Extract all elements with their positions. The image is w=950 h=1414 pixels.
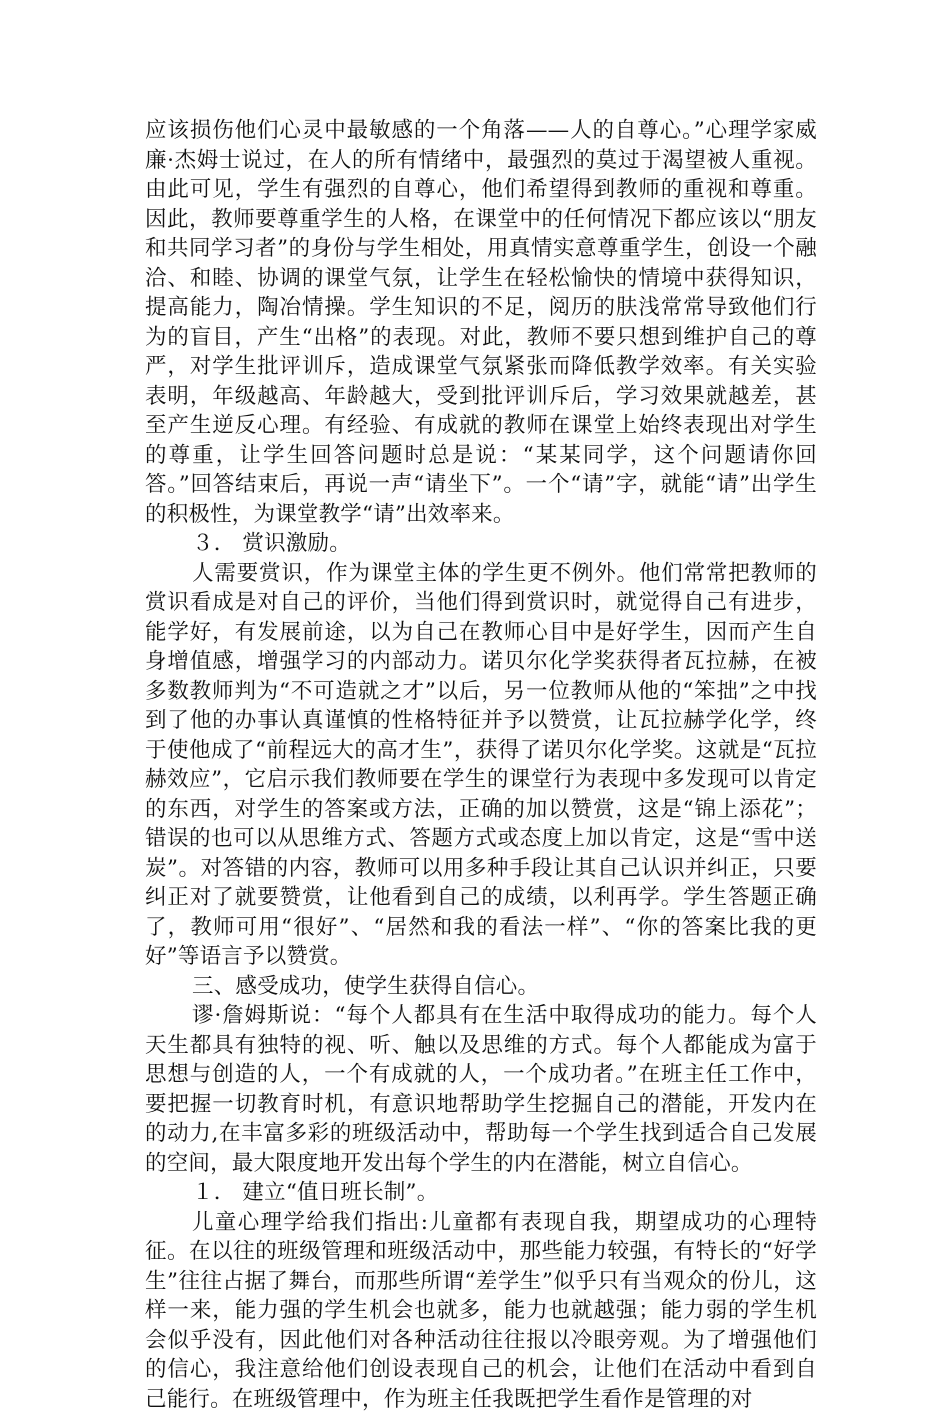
- heading-appreciation-incentive: ３． 赏识激励。: [145, 529, 817, 559]
- heading-duty-monitor: １． 建立“值日班长制”。: [145, 1178, 817, 1208]
- section-heading-success: 三、感受成功，使学生获得自信心。: [145, 972, 817, 1002]
- paragraph-appreciation: 人需要赏识，作为课堂主体的学生更不例外。他们常常把教师的赏识看成是对自己的评价，当他们得到赏识时，就觉得自己有进步，能学好，有发展前途，以为自己在教师心目中是好学生，因而产生自身增值感，增强学习的内部动力。诺贝尔化学奖获得者瓦拉赫，在被多数教师判为“不可造就之才”以后，另一位教师从他的“笨拙”之中找到了他的办事认真谨慎的性格特征并予以赞赏，让瓦拉赫学化学，终于使他成了“前程远大的高才生”，获得了诺贝尔化学奖。这就是“瓦拉赫效应”，它启示我们教师要在学生的课堂行为表现中多发现可以肯定的东西，对学生的答案或方法，正确的加以赞赏，这是“锦上添花”；错误的也可以从思维方式、答题方式或态度上加以肯定，这是“雪中送炭”。对答错的内容，教师可以用多种手段让其自己认识并纠正，只要纠正对了就要赞赏，让他看到自己的成绩，以利再学。学生答题正确了，教师可用“很好”、“居然和我的看法一样”、“你的答案比我的更好”等语言予以赞赏。: [145, 559, 817, 972]
- paragraph-james-quote: 谬·詹姆斯说：“每个人都具有在生活中取得成功的能力。每个人天生都具有独特的视、听、触以及思维的方式。每个人都能成为富于思想与创造的人，一个有成就的人，一个成功者。”在班主任工作中，要把握一切教育时机，有意识地帮助学生挖掘自己的潜能，开发内在的动力,在丰富多彩的班级活动中，帮助每一个学生找到适合自己发展的空间，最大限度地开发出每个学生的内在潜能，树立自信心。: [145, 1001, 817, 1178]
- document-body: [145, 116, 817, 1414]
- paragraph-child-psychology: 儿童心理学给我们指出:儿童都有表现自我，期望成功的心理特征。在以往的班级管理和班级活动中，那些能力较强，有特长的“好学生”往往占据了舞台，而那些所谓“差学生”似乎只有当观众的份儿，这样一来，能力强的学生机会也就多，能力也就越强；能力弱的学生机会似乎没有，因此他们对各种活动往往报以冷眼旁观。为了增强他们的信心，我注意给他们创设表现自己的机会，让他们在活动中看到自己能行。在班级管理中，作为班主任我既把学生看作是管理的对: [145, 1208, 817, 1414]
- paragraph-respect-continued: 应该损伤他们心灵中最敏感的一个角落——人的自尊心。”心理学家威廉·杰姆士说过，在人的所有情绪中，最强烈的莫过于渴望被人重视。由此可见，学生有强烈的自尊心，他们希望得到教师的重视和尊重。因此，教师要尊重学生的人格，在课堂中的任何情况下都应该以“朋友和共同学习者”的身份与学生相处，用真情实意尊重学生，创设一个融洽、和睦、协调的课堂气氛，让学生在轻松愉快的情境中获得知识，提高能力，陶冶情操。学生知识的不足，阅历的肤浅常常导致他们行为的盲目，产生“出格”的表现。对此，教师不要只想到维护自己的尊严，对学生批评训斥，造成课堂气氛紧张而降低教学效率。有关实验表明，年级越高、年龄越大，受到批评训斥后，学习效果就越差，甚至产生逆反心理。有经验、有成就的教师在课堂上始终表现出对学生的尊重，让学生回答问题时总是说：“某某同学，这个问题请你回答。”回答结束后，再说一声“请坐下”。一个“请”字，就能“请”出学生的积极性，为课堂教学“请”出效率来。: [145, 116, 817, 529]
